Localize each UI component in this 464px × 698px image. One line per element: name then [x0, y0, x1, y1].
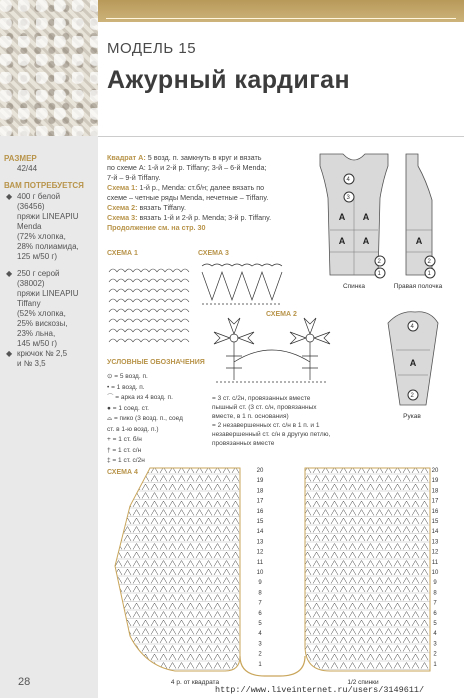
- legend-item: провязанных вместе: [212, 440, 275, 447]
- row-number: 10: [256, 570, 264, 576]
- sidebar: [0, 136, 98, 698]
- row-number: 16: [256, 508, 264, 515]
- svg-text:3: 3: [346, 195, 350, 201]
- yarn-line: 250 г серой: [17, 269, 60, 278]
- row-number: 18: [256, 488, 264, 495]
- row-number: 2: [258, 651, 262, 658]
- yarn-line: 28% полиамида,: [17, 242, 79, 251]
- sleeve-label: Рукав: [403, 413, 421, 420]
- legend-item: ⌓ = пико (3 возд. п., соед: [107, 415, 183, 422]
- legend-item: ‡ = 1 ст. с/2н: [107, 457, 145, 464]
- square-label: A: [338, 236, 346, 246]
- scheme1-row: [109, 339, 189, 342]
- legend-item: ● = 1 соед. ст.: [107, 404, 149, 412]
- row-number: 18: [431, 488, 439, 495]
- yarn-line: (72% хлопка,: [17, 232, 66, 241]
- scheme4-right-caption: 1/2 спинки: [347, 679, 379, 686]
- row-number: 3: [258, 641, 262, 648]
- scheme1-row: [109, 279, 189, 282]
- row-number: 14: [256, 529, 264, 536]
- scheme3-title: СХЕМА 3: [198, 250, 229, 257]
- description-line: Схема 3: вязать 1-й и 2-й р. Menda; 3-й р. Tiffany.: [107, 213, 272, 222]
- legend-item: † = 1 ст. с/н: [107, 446, 142, 454]
- yarn-line: (38002): [17, 279, 45, 288]
- materials-heading: ВАМ ПОТРЕБУЕТСЯ: [4, 181, 84, 190]
- model-label: МОДЕЛЬ 15: [107, 40, 197, 57]
- row-number: 6: [258, 610, 262, 617]
- yarn-line: пряжи LINEAPIU: [17, 289, 79, 298]
- yarn-line: (52% хлопка,: [17, 309, 66, 318]
- yarn-line: 23% льна,: [17, 329, 56, 338]
- row-number: 2: [433, 651, 437, 658]
- svg-text:1: 1: [377, 271, 381, 277]
- back-label: Спинка: [342, 283, 366, 290]
- yarn-line: пряжи LINEAPIU: [17, 212, 79, 221]
- svg-text:2: 2: [427, 259, 431, 265]
- legend-list-right: [212, 394, 352, 448]
- square-label: A: [362, 236, 370, 246]
- row-number: 13: [256, 539, 264, 546]
- legend-item: незавершенный ст. с/н в другую петлю,: [212, 431, 331, 438]
- square-label: A: [409, 358, 417, 368]
- row-number: 8: [433, 590, 437, 597]
- row-number: 1: [433, 661, 437, 668]
- header-band: [98, 0, 464, 22]
- legend-item: ⌒ = арка из 4 возд. п.: [107, 394, 173, 401]
- description-line: Схема 1: 1-й р., Menda: ст.б/н; далее вязать по: [107, 183, 265, 192]
- row-number: 19: [256, 478, 264, 485]
- scheme1-row: [109, 309, 189, 312]
- row-number: 12: [431, 549, 439, 556]
- svg-text:2: 2: [410, 393, 414, 399]
- page-number: 28: [18, 676, 31, 688]
- description-line: по схеме А: 1-й и 2-й р. Tiffany; 3-й – 6-й Menda;: [107, 163, 267, 172]
- description-line: Квадрат А: 5 возд. п. замкнуть в круг и вязать: [107, 153, 262, 162]
- page-title: Ажурный кардиган: [107, 66, 351, 94]
- scheme4-chart: [105, 466, 455, 686]
- svg-text:4: 4: [346, 177, 350, 183]
- row-number: 13: [431, 539, 439, 546]
- row-number: 7: [433, 600, 437, 607]
- legend-item: = 2 незавершенных ст. с/н в 1 п. и 1: [212, 422, 320, 429]
- row-number: 17: [431, 498, 439, 505]
- row-number: 9: [433, 580, 437, 587]
- bullet-icon: ◆: [6, 192, 13, 201]
- scheme1-chart: [107, 262, 189, 347]
- yarn-line: Menda: [17, 222, 42, 231]
- description: [107, 153, 297, 233]
- yarn-white: [17, 192, 79, 262]
- hook-line: крючок № 2,5: [17, 349, 68, 358]
- scheme1-row: [109, 319, 189, 322]
- legend-item: = 3 ст. с/2н, провязанных вместе: [212, 395, 311, 402]
- row-number: 20: [256, 468, 264, 474]
- scheme3-chart: [200, 262, 290, 312]
- row-number: 11: [431, 559, 439, 566]
- size-value: 42/44: [17, 164, 38, 173]
- yarn-line: Tiffany: [17, 299, 41, 308]
- description-line: схеме – четные ряды Menda, нечетные – Tiffany.: [107, 193, 269, 202]
- row-number: 1: [258, 661, 262, 668]
- hook-size: [17, 349, 67, 369]
- legend-title: УСЛОВНЫЕ ОБОЗНАЧЕНИЯ: [107, 359, 205, 366]
- yarn-line: 125 м/50 г): [17, 252, 57, 261]
- row-number: 8: [258, 590, 262, 597]
- square-label: A: [338, 212, 346, 222]
- legend-list: [107, 372, 217, 467]
- row-number: 6: [433, 610, 437, 617]
- row-number: 19: [431, 478, 439, 485]
- scheme2-chart: [212, 316, 332, 386]
- scheme1-row: [109, 289, 189, 292]
- row-number: 15: [256, 519, 264, 525]
- row-number: 4: [258, 631, 262, 638]
- row-number: 12: [256, 549, 264, 556]
- description-line: Схема 2: вязать Tiffany.: [107, 203, 186, 212]
- svg-text:4: 4: [410, 324, 414, 330]
- legend-item: ⊙ = 5 возд. п.: [107, 373, 148, 380]
- row-number: 16: [431, 508, 439, 515]
- row-number: 10: [431, 570, 439, 576]
- scheme4-left-caption: 4 р. от квадрата: [170, 679, 220, 686]
- svg-text:1: 1: [427, 271, 431, 277]
- row-number: 3: [433, 641, 437, 648]
- scheme2-title: СХЕМА 2: [266, 311, 297, 318]
- description-line: 7-й – 9-й Tiffany.: [107, 173, 161, 182]
- row-number: 5: [258, 621, 262, 627]
- size-heading: РАЗМЕР: [4, 154, 37, 163]
- lace-photo: [0, 0, 98, 136]
- yarn-line: 145 м/50 г): [17, 339, 57, 348]
- scheme1-row: [109, 299, 189, 302]
- source-url: http://www.liveinternet.ru/users/3149611/: [215, 685, 425, 695]
- yarn-line: 400 г белой: [17, 192, 61, 201]
- row-number: 4: [433, 631, 437, 638]
- description-line: Продолжение см. на стр. 30: [107, 223, 206, 232]
- bullet-icon: ◆: [6, 349, 13, 358]
- yarn-grey: [17, 269, 79, 349]
- yarn-line: (36456): [17, 202, 45, 211]
- row-number: 5: [433, 621, 437, 627]
- row-number: 17: [256, 498, 264, 505]
- legend-item: • = 1 возд. п.: [107, 383, 145, 391]
- row-number: 15: [431, 519, 439, 525]
- row-number: 14: [431, 529, 439, 536]
- yarn-line: 25% вискозы,: [17, 319, 68, 328]
- legend-item: пышный ст. (3 ст. с/н, провязанных: [212, 404, 317, 411]
- hook-line: и № 3,5: [17, 359, 46, 368]
- scheme1-title: СХЕМА 1: [107, 250, 138, 257]
- scheme1-row: [109, 329, 189, 332]
- divider: [98, 136, 464, 137]
- scheme1-row: [109, 269, 189, 272]
- row-number: 11: [256, 559, 264, 566]
- legend-item: + = 1 ст. б/н: [107, 436, 142, 443]
- svg-text:2: 2: [377, 259, 381, 265]
- square-label: A: [415, 236, 423, 246]
- row-number: 7: [258, 600, 262, 607]
- front-label: Правая полочка: [393, 283, 443, 290]
- square-label: A: [362, 212, 370, 222]
- bullet-icon: ◆: [6, 269, 13, 278]
- legend-item: ст. в 1-ю возд. п.): [107, 425, 159, 433]
- legend-item: вместе, в 1 п. основания): [212, 413, 289, 420]
- row-number: 20: [431, 468, 439, 474]
- row-number: 9: [258, 580, 262, 587]
- scheme4-title: СХЕМА 4: [107, 469, 138, 476]
